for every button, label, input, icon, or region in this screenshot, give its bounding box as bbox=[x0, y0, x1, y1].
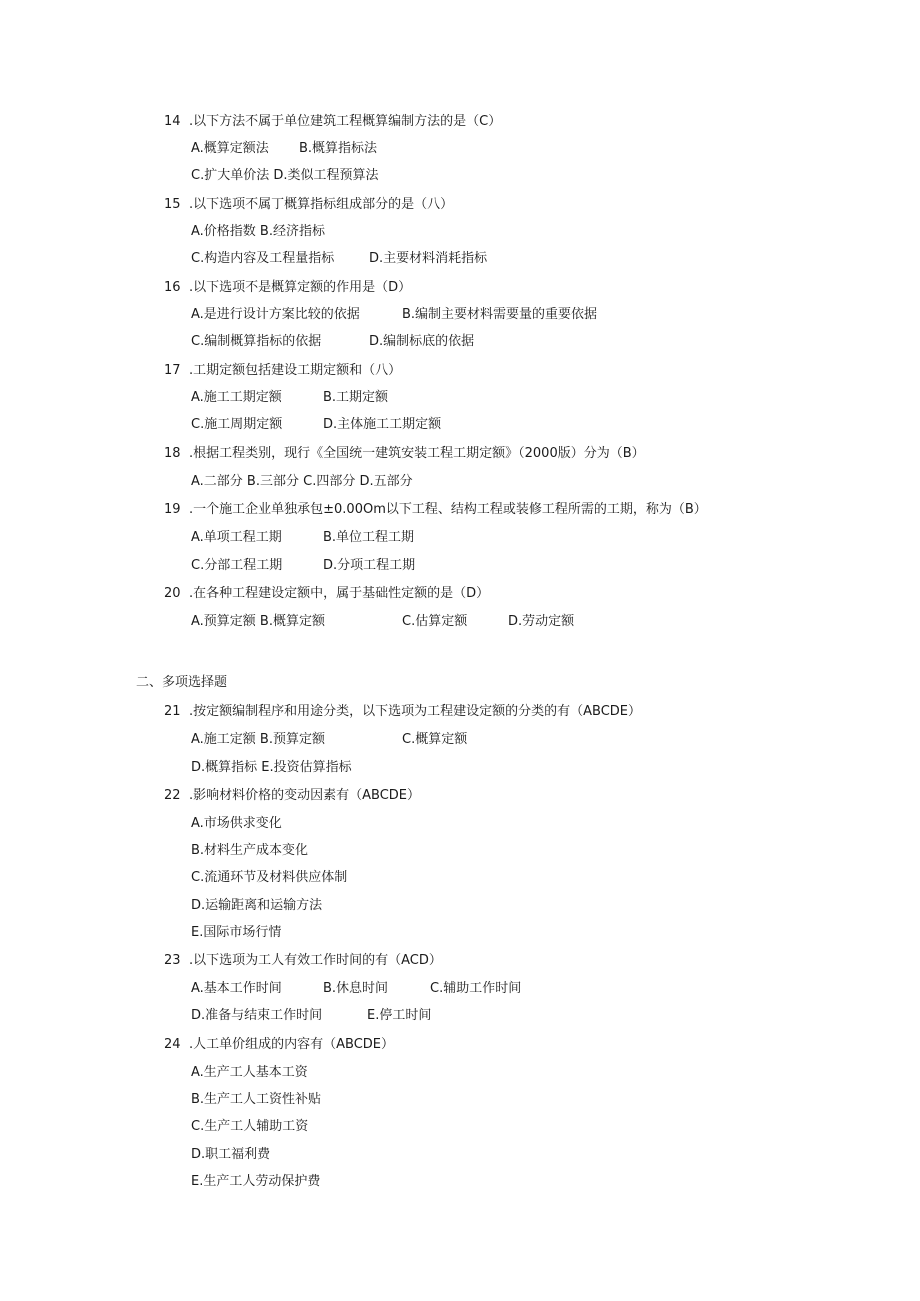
option: D.编制标底的依据 bbox=[369, 334, 475, 349]
question-text: .一个施工企业单独承包±0.00Om以下工程、结构工程或装修工程所需的工期，称为（B） bbox=[189, 502, 707, 517]
question-text: .在各种工程建设定额中，属于基础性定额的是（D） bbox=[189, 586, 490, 601]
option: D.运输距离和运输方法 bbox=[191, 898, 323, 913]
question-text: .以下选项不是概算定额的作用是（D） bbox=[189, 280, 412, 295]
option: E.生产工人劳动保护费 bbox=[191, 1174, 321, 1189]
option: C.概算定额 bbox=[402, 732, 468, 747]
option: B.生产工人工资性补贴 bbox=[191, 1092, 322, 1107]
question-number: 24 bbox=[164, 1037, 181, 1052]
option: A.单项工程工期 bbox=[191, 530, 282, 545]
question-text: .以下选项为工人有效工作时间的有（ACD） bbox=[189, 953, 442, 968]
option: B.编制主要材料需要量的重要依据 bbox=[402, 307, 598, 322]
question-number: 21 bbox=[164, 704, 181, 719]
question-text: .以下方法不属于单位建筑工程概算编制方法的是（C） bbox=[189, 114, 502, 129]
question-number: 23 bbox=[164, 953, 181, 968]
question-number: 18 bbox=[164, 446, 181, 461]
option: C.生产工人辅助工资 bbox=[191, 1119, 309, 1134]
question-number: 17 bbox=[164, 363, 181, 378]
option: D.主要材料消耗指标 bbox=[369, 251, 488, 266]
option: C.流通环节及材料供应体制 bbox=[191, 870, 348, 885]
option: C.辅助工作时间 bbox=[430, 981, 522, 996]
option: C.估算定额 bbox=[402, 614, 468, 629]
option: B.工期定额 bbox=[323, 390, 389, 405]
option: C.施工周期定额 bbox=[191, 417, 283, 432]
question-number: 14 bbox=[164, 114, 181, 129]
option: E.国际市场行情 bbox=[191, 925, 282, 940]
question-text: .以下选项不属丁概算指标组成部分的是（八） bbox=[189, 197, 454, 212]
question-number: 19 bbox=[164, 502, 181, 517]
option: A.二部分 B.三部分 C.四部分 D.五部分 bbox=[191, 474, 413, 489]
option: B.概算指标法 bbox=[299, 141, 378, 156]
option: C.编制概算指标的依据 bbox=[191, 334, 322, 349]
question-text: .根据工程类别，现行《全国统一建筑安装工程工期定额》（2000版）分为（B） bbox=[189, 446, 645, 461]
option: A.预算定额 B.概算定额 bbox=[191, 614, 325, 629]
option: A.施工定额 B.预算定额 bbox=[191, 732, 325, 747]
option: A.施工工期定额 bbox=[191, 390, 282, 405]
option: A.概算定额法 bbox=[191, 141, 269, 156]
option: C.构造内容及工程量指标 bbox=[191, 251, 335, 266]
option: A.基本工作时间 bbox=[191, 981, 282, 996]
option: A.是进行设计方案比较的依据 bbox=[191, 307, 360, 322]
question-number: 15 bbox=[164, 197, 181, 212]
question-text: .影响材料价格的变动因素有（ABCDE） bbox=[189, 788, 421, 803]
option: D.劳动定额 bbox=[508, 614, 575, 629]
option: C.扩大单价法 D.类似工程预算法 bbox=[191, 168, 379, 183]
option: B.材料生产成本变化 bbox=[191, 843, 309, 858]
option: A.市场供求变化 bbox=[191, 816, 282, 831]
option: D.分项工程工期 bbox=[323, 558, 416, 573]
option: D.主体施工工期定额 bbox=[323, 417, 442, 432]
option: B.休息时间 bbox=[323, 981, 389, 996]
option: C.分部工程工期 bbox=[191, 558, 283, 573]
option: D.准备与结束工作时间 bbox=[191, 1008, 323, 1023]
question-number: 16 bbox=[164, 280, 181, 295]
option: A.价格指数 B.经济指标 bbox=[191, 224, 325, 239]
question-text: .按定额编制程序和用途分类，以下选项为工程建设定额的分类的有（ABCDE） bbox=[189, 704, 642, 719]
question-text: .人工单价组成的内容有（ABCDE） bbox=[189, 1037, 395, 1052]
option: B.单位工程工期 bbox=[323, 530, 415, 545]
question-text: .工期定额包括建设工期定额和（八） bbox=[189, 363, 402, 378]
option: E.停工时间 bbox=[367, 1008, 432, 1023]
option: D.概算指标 E.投资估算指标 bbox=[191, 760, 352, 775]
question-number: 22 bbox=[164, 788, 181, 803]
section-heading: 二、多项选择题 bbox=[136, 675, 228, 690]
option: D.职工福利费 bbox=[191, 1147, 271, 1162]
question-number: 20 bbox=[164, 586, 181, 601]
option: A.生产工人基本工资 bbox=[191, 1065, 308, 1080]
